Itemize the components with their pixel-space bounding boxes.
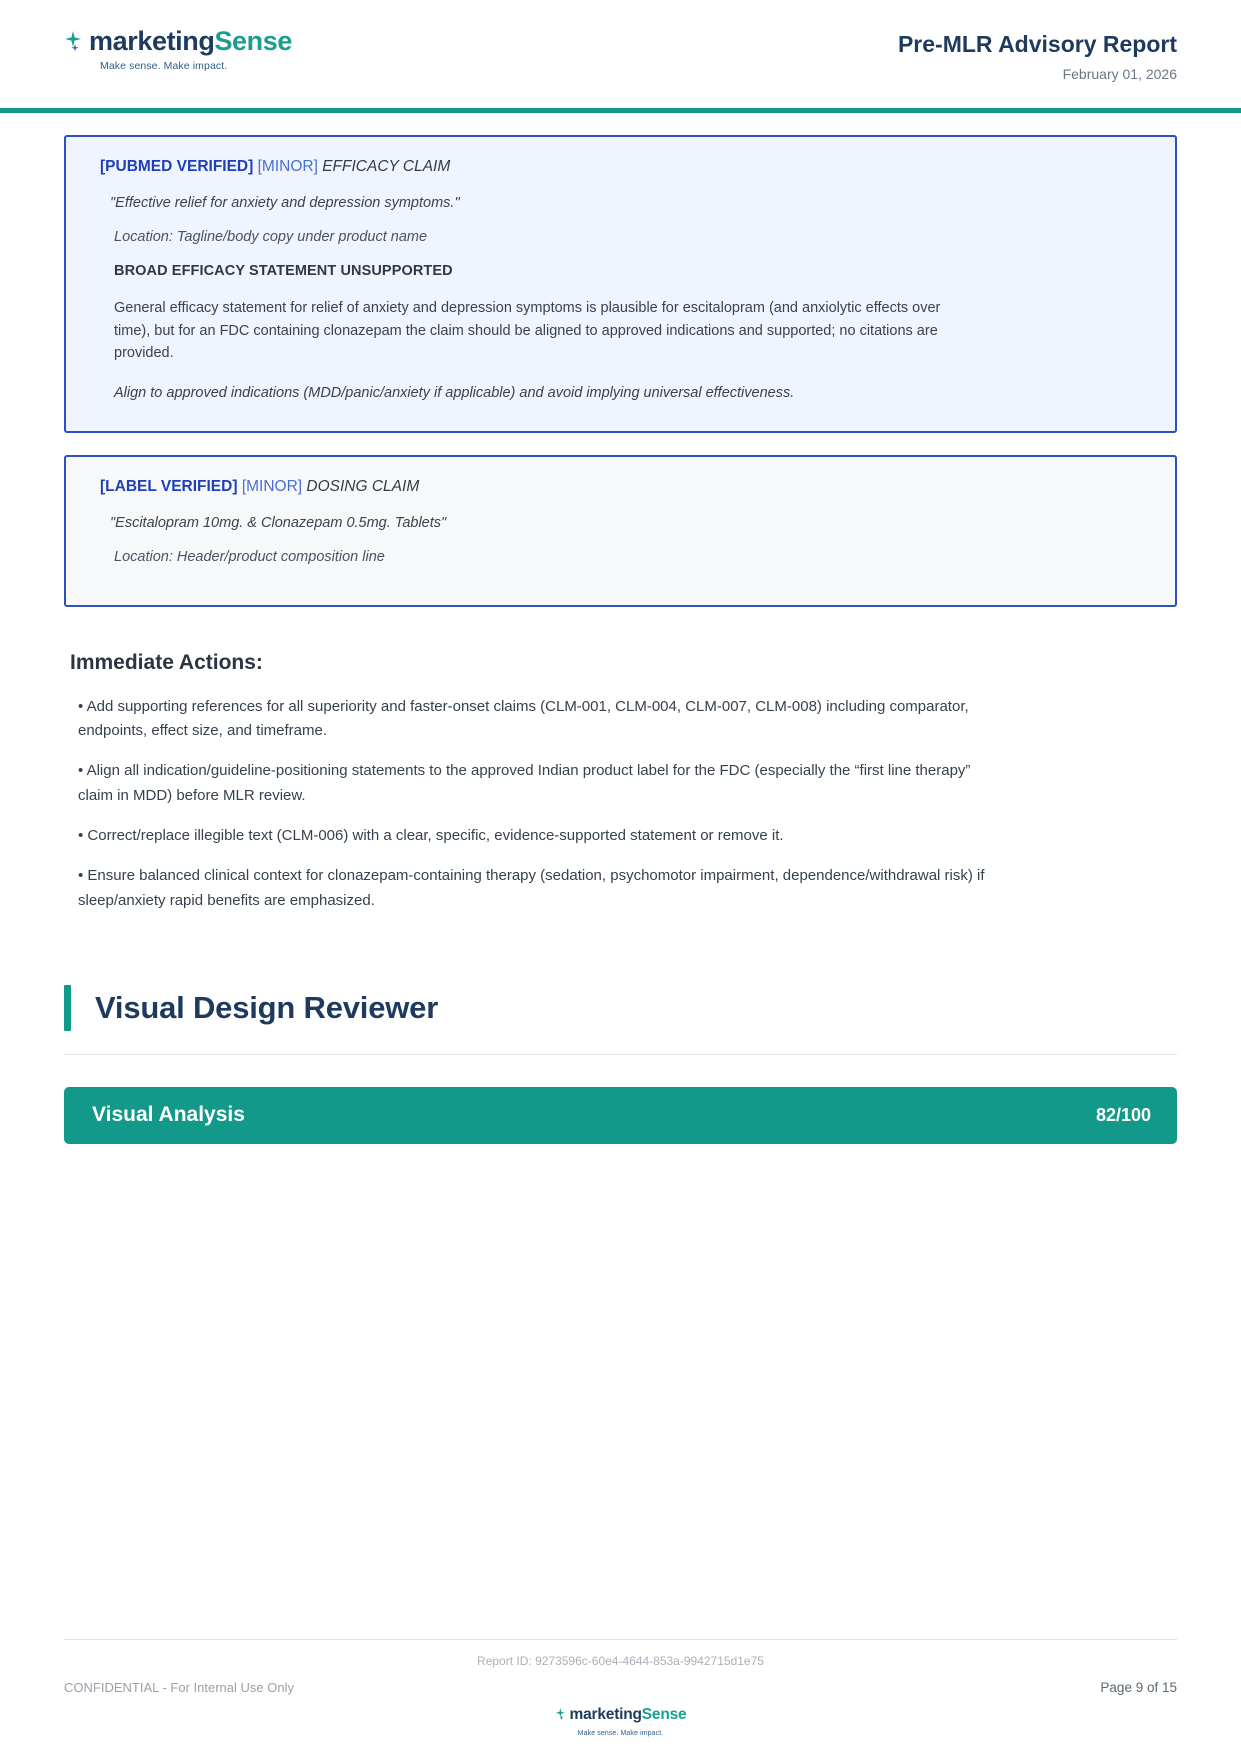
footer-divider	[64, 1639, 1177, 1640]
header-accent-rule	[0, 108, 1241, 113]
finding-issue-title: BROAD EFFICACY STATEMENT UNSUPPORTED	[114, 263, 453, 280]
finding-card	[64, 135, 1177, 433]
report-id: Report ID: 9273596c-60e4-4644-853a-9942715d1e75	[477, 1653, 764, 1668]
section-accent-bar	[64, 985, 71, 1031]
page-title: Pre-MLR Advisory Report	[897, 31, 1177, 57]
verification-badge: [LABEL VERIFIED]	[100, 477, 238, 495]
page-number: Page 9 of 15	[1100, 1679, 1177, 1695]
finding-heading	[100, 157, 1141, 177]
section-divider	[64, 1054, 1177, 1055]
section-title: Visual Design Reviewer	[95, 989, 439, 1025]
action-item: • Align all indication/guideline-positioning statements to the approved Indian product label for the FDC (especially the “first line therapy” claim in MDD) before MLR review.	[78, 762, 971, 804]
action-item: • Add supporting references for all superiority and faster-onset claims (CLM-001, CLM-004, CLM-007, CLM-008) including comparator, endpoints, effect size, and timeframe.	[78, 697, 969, 740]
footer-row	[64, 1680, 1177, 1695]
page-header	[0, 0, 1241, 108]
footer-brand-wordmark	[570, 1707, 687, 1723]
finding-heading	[100, 477, 1141, 497]
finding-quote: "Effective relief for anxiety and depression symptoms."	[110, 195, 460, 212]
section-header-visual-design-reviewer	[64, 985, 1177, 1031]
severity-badge: [MINOR]	[241, 477, 303, 495]
finding-location: Location: Header/product composition line	[114, 548, 385, 565]
score-badge: 82/100	[1095, 1104, 1151, 1125]
action-item: • Correct/replace illegible text (CLM-006) with a clear, specific, evidence-supported statement or remove it.	[78, 827, 784, 845]
brand-word-marketing: marketing	[89, 26, 215, 56]
claim-type-label: EFFICACY CLAIM	[322, 158, 451, 175]
severity-badge: [MINOR]	[257, 158, 318, 175]
immediate-actions-section	[64, 651, 1177, 913]
brand-tagline: Make sense. Make impact.	[100, 60, 228, 72]
finding-body-text: General efficacy statement for relief of anxiety and depression symptoms is plausible for escitalopram (and anxiolytic effects over time), but for an FDC containing clonazepam the claim should be aligned to approved indications and supported; no citations are provided.	[114, 300, 941, 362]
footer-brand-word-marketing: marketing	[569, 1705, 642, 1723]
finding-quote: "Escitalopram 10mg. & Clonazepam 0.5mg. Tablets"	[110, 514, 447, 531]
brand-wordmark	[89, 28, 292, 55]
finding-location: Location: Tagline/body copy under product name	[114, 229, 428, 246]
claim-type-label: DOSING CLAIM	[306, 477, 420, 495]
page-footer	[0, 1639, 1241, 1755]
sparkle-icon	[64, 29, 86, 55]
sparkle-icon	[555, 1707, 568, 1722]
brand-logo-row	[64, 28, 292, 55]
confidentiality-notice: CONFIDENTIAL - For Internal Use Only	[64, 1679, 294, 1695]
report-date: February 01, 2026	[1062, 66, 1177, 83]
main-content	[0, 135, 1241, 1144]
footer-brand-logo	[64, 1707, 1177, 1737]
finding-card	[64, 455, 1177, 607]
verification-badge: [PUBMED VERIFIED]	[100, 158, 254, 175]
footer-brand-word-sense: Sense	[641, 1705, 687, 1723]
header-right	[898, 0, 1177, 82]
brand-logo	[64, 0, 292, 72]
score-banner-label: Visual Analysis	[92, 1103, 245, 1127]
brand-word-sense: Sense	[214, 26, 293, 56]
footer-brand-tagline: Make sense. Make impact.	[577, 1730, 664, 1737]
visual-analysis-score-banner	[64, 1087, 1177, 1144]
action-item: • Ensure balanced clinical context for clonazepam-containing therapy (sedation, psychomotor impairment, dependence/withdrawal risk) if sleep/anxiety rapid benefits are emphasized.	[78, 867, 985, 909]
immediate-actions-title: Immediate Actions:	[70, 650, 263, 674]
finding-recommendation: Align to approved indications (MDD/panic/anxiety if applicable) and avoid implying universal effectiveness.	[114, 384, 795, 401]
footer-brand-row	[555, 1707, 687, 1723]
